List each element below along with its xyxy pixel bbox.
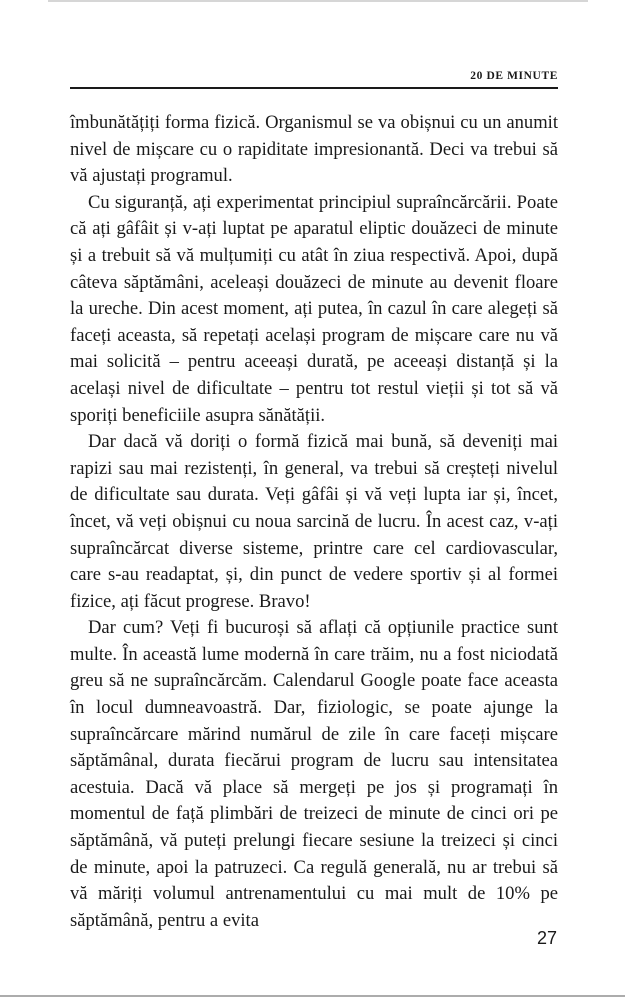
paragraph: Dar dacă vă doriți o formă fizică mai bună, să deveniți mai rapizi sau mai rezistenți, în general, va trebui să creșteți nivelul de dificultate sau durata. Veți gâfâi și vă veți lupta iar și, încet, încet, vă veți obișnui cu noua sarcină de lucru. În acest caz, v-ați supraîncărcat diverse sisteme, printre care cel cardiovascular, care s-au readaptat, și, din punct de vedere sportiv și al formei fizice, ați făcut progrese. Bravo! bbox=[70, 431, 558, 612]
scan-top-edge bbox=[48, 0, 588, 2]
paragraph: Dar cum? Veți fi bucuroși să aflați că opțiunile practice sunt multe. În această lume modernă în care trăim, nu a fost niciodată greu să ne supraîncărcăm. Calendarul Google poate face aceasta în locul dumneavoastră. Dar, fiziologic, se poate ajunge la supraîncărcare mărind numărul de zile în care faceți mișcare săptămânal, durata fiecărui program de lucru sau intensitatea acestuia. Dacă vă place să mergeți pe jos și programați în momentul de față plimbări de treizeci de minute de cinci ori pe săptămână, vă puteți prelungi fiecare sesiune la treizeci și cinci de minute, apoi la patruzeci. Ca regulă generală, nu ar trebui să vă măriți volumul antrenamentului cu mai mult de 10% pe săptămână, pentru a evita bbox=[70, 617, 558, 931]
running-header: 20 DE MINUTE bbox=[470, 70, 558, 82]
paragraph: îmbunătățiți forma fizică. Organismul se va obișnui cu un anumit nivel de mișcare cu o rapiditate impresionantă. Deci va trebui să vă ajustați programul. bbox=[70, 112, 558, 187]
page-body bbox=[70, 110, 558, 934]
page-number: 27 bbox=[536, 928, 557, 948]
scan-bottom-edge bbox=[0, 995, 625, 997]
paragraph: Cu siguranță, ați experimentat principiul supraîncărcării. Poate că ați gâfâit și v-ați luptat pe aparatul eliptic douăzeci de minute și a trebuit să vă mulțumiți cu atât în ziua respectivă. Apoi, după câteva săptămâni, aceleași douăzeci de minute au devenit floare la ureche. Din acest moment, ați putea, în cazul în care alegeți să faceți aceasta, să repetați același program de mișcare care nu vă mai solicită – pentru aceeași durată, pe aceeași distanță și la același nivel de dificultate – pentru tot restul vieții și tot să vă sporiți beneficiile asupra sănătății. bbox=[70, 191, 558, 426]
header-rule bbox=[70, 87, 558, 89]
